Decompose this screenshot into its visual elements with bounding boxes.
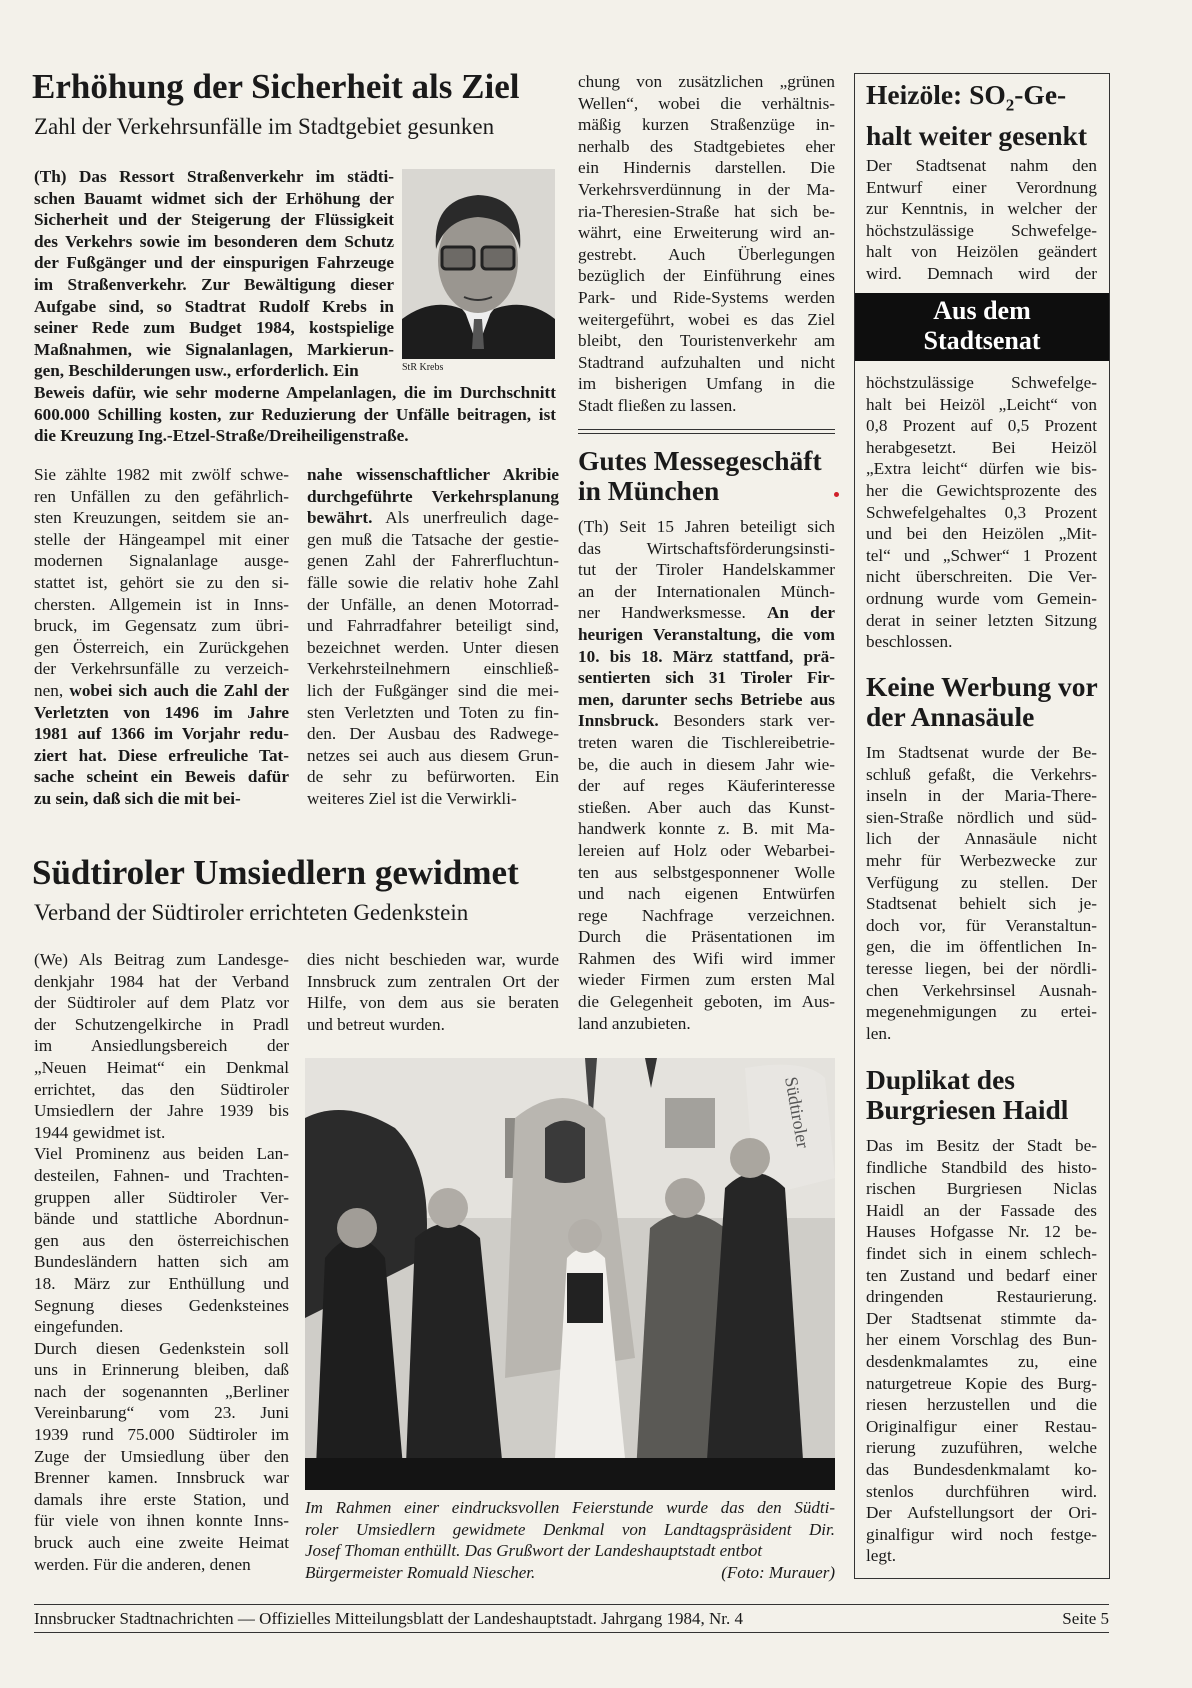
text-line: teresse liegen, bei der nördli- [866, 958, 1097, 978]
caption-text-end: Bürgermeister Romuald Niescher. [305, 1562, 536, 1582]
article-title-memorial: Südtiroler Umsiedlern gewidmet [32, 853, 519, 892]
text-line: inseln in der Maria-There- [866, 786, 1097, 806]
text-line: sien-Straße nördlich und süd- [866, 807, 1097, 827]
text-segment: bewährt. [307, 508, 373, 528]
text-line: 1939 rund 75.000 Südtiroler im [34, 1425, 289, 1445]
text-line: „Neuen Heimat“ ein Denkmal [34, 1057, 289, 1077]
article-column-1 [34, 464, 289, 810]
article-lead [34, 166, 394, 382]
text-line: Durch die Präsentationen im [578, 927, 835, 947]
footer-rule-bottom [34, 1632, 1109, 1633]
text-line: ten Zustand und bedarf einer [866, 1265, 1097, 1285]
text-line: (Th) Seit 15 Jahren beteiligt sich [578, 517, 835, 536]
text-line: der auf reges Käuferinteresse [578, 776, 835, 796]
text-line: des Verkehrs sowie im besonderen dem Schutz [34, 231, 394, 251]
sidebar-title-duplikat: Duplikat des Burgriesen Haidl [866, 1064, 1069, 1125]
text-line: stelle der Hängeampel mit einer [34, 529, 289, 549]
title-subscript: 2 [1005, 95, 1015, 115]
text-line: Verfügung zu stellen. Der [866, 872, 1097, 892]
text-line: im Straßenverkehr. Zur Bewältigung dieser [34, 274, 394, 294]
title-line: Gutes Messegeschäft [578, 445, 822, 476]
text-line: handwerk konnte z. B. mit Ma- [578, 819, 835, 839]
text-line: Das im Besitz der Stadt be- [866, 1136, 1097, 1155]
text-line: die Gelegenheit geboten, im Aus- [578, 992, 835, 1012]
text-line: gen, die im öffentlichen In- [866, 937, 1097, 957]
text-line: rischen Burgriesen Niclas [866, 1179, 1097, 1199]
caption-last-line [305, 1562, 835, 1584]
werbung-body [866, 742, 1097, 1044]
text-line: (Th) Das Ressort Straßenverkehr im städti- [34, 167, 394, 186]
text-line: und betreut wurden. [307, 1014, 445, 1034]
text-line: 1944 gewidmet ist. [34, 1122, 166, 1142]
text-segment: men, darunter sechs Betriebe aus [578, 689, 835, 709]
text-line: für viele von ihnen konnte Inns- [34, 1511, 289, 1531]
text-line: gestrebt. Auch Überlegungen [578, 244, 835, 264]
text-line: land anzubieten. [578, 1013, 691, 1033]
text-line: damals ihre erste Station, und [34, 1489, 289, 1509]
text-line: Sicherheit und der Steigerung der Flüssigkeit [34, 210, 394, 230]
text-line [578, 667, 835, 689]
text-line [578, 646, 835, 668]
banner-text: Stadtsenat [923, 326, 1041, 355]
text-line [34, 723, 289, 745]
text-line: an der Internationalen Münch- [578, 581, 835, 601]
double-rule-bottom [578, 433, 835, 434]
text-line: errichtet, das den Südtiroler [34, 1079, 289, 1099]
text-line: sten Kreuzungen, seitdem sie an- [34, 508, 289, 528]
text-line: den. Der Ausbau des Radwege- [307, 724, 559, 744]
title-line: in München [578, 475, 720, 506]
portrait-photo [402, 169, 555, 359]
text-line: gen Österreich, ein Zurückgehen [34, 637, 289, 657]
article-column-3 [578, 71, 835, 417]
text-line: 0,8 Prozent auf 0,5 Prozent [866, 416, 1097, 436]
text-line: Aufgabe sind, so Stadtrat Rudolf Krebs in [34, 296, 394, 316]
text-line: Viel Prominenz aus beiden Lan- [34, 1144, 289, 1164]
text-line: gen muß die Tatsache der gestie- [307, 529, 559, 549]
text-line: nach der sogenannten „Berliner [34, 1381, 289, 1401]
text-line: Der Aufstellungsort der Ori- [866, 1503, 1097, 1523]
text-line: Rahmen des Wifi wird immer [578, 948, 835, 968]
text-line: chung von zusätzlichen „grünen [578, 72, 835, 91]
article-title-fair [578, 446, 822, 506]
title-text: Heizöle: SO [866, 79, 1006, 110]
text-line: Bundesländern hatten sich am [34, 1252, 289, 1272]
text-line: modernen Signalanlage ausge- [34, 551, 289, 571]
text-line [307, 486, 559, 508]
text-segment: sentierten sich 31 Tiroler Fir- [578, 668, 835, 688]
text-line [578, 602, 835, 624]
text-line: treten waren die Tischlereibetrie- [578, 732, 835, 752]
article-subtitle-traffic: Zahl der Verkehrsunfälle im Stadtgebiet gesunken [34, 114, 495, 139]
text-line: mehr für Werbezwecke zur [866, 850, 1097, 870]
photo-credit: (Foto: Murauer) [721, 1562, 835, 1582]
text-line: Josef Thoman enthüllt. Das Grußwort der Landeshauptstadt entbot [305, 1541, 763, 1561]
text-line: lich der Fußgänger sind die mei- [307, 680, 559, 700]
text-line: Segnung dieses Gedenksteines [34, 1295, 289, 1315]
sidebar-title-heizoele [866, 80, 1087, 151]
text-segment: zu sein, daß sich die mit bei- [34, 788, 241, 808]
text-segment: 1981 auf 1366 im Vorjahr redu- [34, 724, 289, 744]
text-line: Der Stadtsenat stimmte da- [866, 1308, 1097, 1328]
text-line: bezeichnet werden. Unter diesen [307, 637, 559, 657]
text-line: der Schutzengelkirche in Pradl [34, 1014, 289, 1034]
text-line: Im Stadtsenat wurde der Be- [866, 743, 1097, 762]
text-line: nerhalb des Stadtgebietes eher [578, 136, 835, 156]
text-line: weiteres Ziel ist die Verwirkli- [307, 788, 517, 808]
text-line: höchstzulässige Schwefelge- [866, 220, 1097, 240]
text-line: chen Verkehrsinsel Ausnah- [866, 980, 1097, 1000]
text-line: Maßnahmen, wie Signalanlagen, Markierun- [34, 339, 394, 359]
text-line: 18. März zur Enthüllung und [34, 1273, 289, 1293]
text-segment: nahe wissenschaftlicher Akribie [307, 465, 559, 484]
article-title-traffic: Erhöhung der Sicherheit als Ziel [32, 67, 520, 106]
memorial-column-1 [34, 949, 289, 1575]
text-line: rege Nachfrage verzeichnen. [578, 905, 835, 925]
text-line: und Fahrradfahrer beteiligt sind, [307, 616, 559, 636]
text-line: Verkehrsteilnehmern einschließ- [307, 659, 559, 679]
text-line: höchstzulässige Schwefelge- [866, 373, 1097, 392]
text-segment: sache scheint ein Beweis dafür [34, 767, 289, 787]
text-segment: ner Handwerksmesse. [578, 603, 767, 623]
caption-text [305, 1497, 835, 1562]
text-line: und bei den Heizölen „Mit- [866, 524, 1097, 544]
text-line: gen, Beschilderungen usw., erforderlich. Ein [34, 361, 359, 381]
text-segment: ziert hat. Diese erfreuliche Tat- [34, 745, 289, 765]
text-line: Der Stadtsenat nahm den [866, 156, 1097, 175]
text-line: im bisherigen Umfang in die [578, 374, 835, 394]
banner-text: Aus dem [933, 296, 1031, 325]
heizoele-body-1 [866, 155, 1097, 285]
text-segment: An der [766, 603, 835, 623]
text-line: „Extra leicht“ dürfen wie bis- [866, 459, 1097, 479]
duplikat-body [866, 1135, 1097, 1567]
text-line: halt bei Heizöl „Leicht“ von [866, 394, 1097, 414]
text-line: derat in seiner letzten Sitzung [866, 610, 1097, 630]
text-line: das Wirtschaftsförderungsinsti- [578, 538, 835, 558]
text-line: megenehmigungen zu ertei- [866, 1002, 1097, 1022]
text-line: und nach eigenen Entwürfen [578, 884, 835, 904]
text-line: ordnung wurde vom Gemein- [866, 588, 1097, 608]
text-line: be, die auch in diesem Jahr wie- [578, 754, 835, 774]
text-line: denkjahr 1984 hat der Verband [34, 971, 289, 991]
text-segment: Besonders stark ver- [658, 711, 835, 731]
text-line: der Südtiroler auf dem Platz vor [34, 993, 289, 1013]
text-line: bruck auch eine zweite Heimat [34, 1533, 289, 1553]
text-line: gruppen aller Südtiroler Ver- [34, 1187, 289, 1207]
text-line: schen Bauamt widmet sich der Erhöhung der [34, 188, 394, 208]
text-line: wieder Firmen zum ersten Mal [578, 970, 835, 990]
footer [34, 1608, 1109, 1630]
text-line: Sie zählte 1982 mit zwölf schwe- [34, 465, 289, 484]
double-rule-top [578, 429, 835, 430]
text-line: legt. [866, 1546, 897, 1566]
text-line: dringenden Restaurierung. [866, 1287, 1097, 1307]
text-segment: durchgeführte Verkehrsplanung [307, 486, 559, 506]
text-line: doch vor, für Veranstaltun- [866, 915, 1097, 935]
article-column-2 [307, 464, 559, 810]
article-subtitle-memorial: Verband der Südtiroler errichteten Gedenkstein [34, 900, 469, 925]
text-line: mäßig kurzen Straßenzüge in- [578, 115, 835, 135]
text-line: Stadtsenat behielt sich je- [866, 894, 1097, 914]
text-line [34, 680, 289, 702]
article-lead-continued [34, 382, 556, 447]
text-line: (We) Als Beitrag zum Landesge- [34, 950, 289, 969]
text-line: tut der Tiroler Handelskammer [578, 560, 835, 580]
text-line: Brenner kamen. Innsbruck war [34, 1468, 289, 1488]
heizoele-body-2 [866, 372, 1097, 653]
text-line: weitergeführt, wobei es das Ziel [578, 309, 835, 329]
text-line: 600.000 Schilling kosten, zur Reduzierung der Unfälle beitragen, ist [34, 404, 556, 424]
text-line [578, 689, 835, 711]
text-line: desdenkmalamtes zu, eine [866, 1351, 1097, 1371]
title-text: halt weiter gesenkt [866, 119, 1087, 151]
text-line: Park- und Ride-Systems werden [578, 287, 835, 307]
text-segment: 10. bis 18. März stattfand, prä- [578, 646, 835, 666]
text-line: der Verkehrsunfälle zu verzeich- [34, 659, 289, 679]
text-line: werden. Für die anderen, denen [34, 1554, 251, 1574]
text-line: chersten. Allgemein ist in Inns- [34, 594, 289, 614]
text-line: len. [866, 1023, 892, 1043]
text-line: Im Rahmen einer eindrucksvollen Feierstunde wurde das den Südti- [305, 1498, 835, 1517]
text-line: rierung zuzuführen, welche [866, 1438, 1097, 1458]
text-line: bleibt, den Touristenverkehr am [578, 331, 835, 351]
text-line: die Kreuzung Ing.-Etzel-Straße/Dreiheiligenstraße. [34, 426, 409, 446]
text-line: lereien auf Holz oder Webarbei- [578, 840, 835, 860]
article-body-fair [578, 516, 835, 1034]
text-line: gen aus den österreichischen [34, 1230, 289, 1250]
text-line: bruck, im Gegensatz zum übri- [34, 616, 289, 636]
text-line: seiner Rede zum Budget 1984, kostspielige [34, 318, 394, 338]
text-line: stenlos durchführen wird. [866, 1481, 1097, 1501]
text-line: Beweis dafür, wie sehr moderne Ampelanlagen, die im Durchschnitt [34, 383, 556, 402]
text-line: lich der Annasäule nicht [866, 829, 1097, 849]
footer-rule-top [34, 1604, 1109, 1605]
text-line: findet sich in einem schlech- [866, 1243, 1097, 1263]
text-line [34, 766, 289, 788]
text-line: genen Zahl der Fahrerfluchtun- [307, 551, 559, 571]
text-line: Hilfe, von dem aus sie beraten [307, 993, 559, 1013]
text-line: währt, eine Erweiterung wird an- [578, 223, 835, 243]
text-line: sten Verletzten und Toten zu fin- [307, 702, 559, 722]
text-line: herabgesetzt. Bei Heizöl [866, 437, 1097, 457]
text-line: ein Hindernis darstellen. Die [578, 158, 835, 178]
text-line: Zuge der Umsiedlung über den [34, 1446, 289, 1466]
text-line: Wellen“, wobei die verhältnis- [578, 93, 835, 113]
text-line: de sehr zu befürworten. Ein [307, 767, 559, 787]
text-segment: Verletzten von 1496 im Jahre [34, 702, 289, 722]
footer-publication: Innsbrucker Stadtnachrichten — Offizielles Mitteilungsblatt der Landeshauptstadt. Jahrgang 1984, Nr. 4 [34, 1609, 743, 1628]
text-line: Hauses Hofgasse Nr. 12 be- [866, 1222, 1097, 1242]
text-segment: wobei sich auch die Zahl der [69, 680, 289, 700]
red-mark [834, 492, 839, 497]
text-line: uns in Erinnerung bleiben, daß [34, 1360, 289, 1380]
text-line [307, 507, 559, 529]
text-line: tel“ und „Schwer“ 1 Prozent [866, 545, 1097, 565]
text-line: netzes sei auch aus diesem Grun- [307, 745, 559, 765]
text-line: stattet ist, gehört sie zu den si- [34, 572, 289, 592]
page-number: Seite 5 [1062, 1609, 1109, 1628]
text-line: halt von Heizölen geändert [866, 242, 1097, 262]
text-line: dies nicht beschieden war, wurde [307, 950, 559, 969]
text-line: zur Kenntnis, in welcher der [866, 199, 1097, 219]
text-segment: Als unerfreulich dage- [372, 508, 559, 528]
text-line: Stadtrand aufzuhalten und nicht [578, 352, 835, 372]
text-line: Stadt fließen zu lassen. [578, 395, 737, 415]
text-line: eingefunden. [34, 1317, 124, 1337]
text-line [34, 702, 289, 724]
text-line [34, 745, 289, 767]
text-line: her die Gewichtsprozente des [866, 480, 1097, 500]
text-line: her einem Vorschlag des Bun- [866, 1330, 1097, 1350]
text-line: bände und stattliche Abordnun- [34, 1209, 289, 1229]
text-line: beschlossen. [866, 632, 953, 652]
text-line: schluß gefaßt, die Verkehrs- [866, 764, 1097, 784]
text-line [34, 788, 289, 810]
text-line: ren Unfällen zu den gefährlich- [34, 486, 289, 506]
text-line: bezüglich der Einführung eines [578, 266, 835, 286]
text-line: Durch diesen Gedenkstein soll [34, 1338, 289, 1358]
title-text: -Ge- [1014, 79, 1067, 110]
text-segment: nen, [34, 680, 70, 700]
portrait-caption: StR Krebs [402, 362, 444, 373]
text-line: Haidl an der Fassade des [866, 1200, 1097, 1220]
memorial-photo [305, 1058, 835, 1490]
text-line: Innsbruck zum zentralen Ort der [307, 971, 559, 991]
text-line: Entwurf einer Verordnung [866, 177, 1097, 197]
text-line: Schwefelgehaltes 0,3 Prozent [866, 502, 1097, 522]
text-line: Verkehrsverdünnung in der Ma- [578, 179, 835, 199]
text-line: desteilen, Fahnen- und Trachten- [34, 1165, 289, 1185]
banner-lettering: Südtiroler [781, 1075, 814, 1150]
text-line: Umsiedlern der Jahre 1939 bis [34, 1101, 289, 1121]
text-segment: Innsbruck. [578, 711, 659, 731]
text-line [578, 710, 835, 732]
text-line: im Ansiedlungsbereich der [34, 1036, 289, 1056]
text-line: der Fußgänger und der einspurigen Fahrzeuge [34, 253, 394, 273]
text-line: ten aus selbstgesponnener Wolle [578, 862, 835, 882]
memorial-column-2 [307, 949, 559, 1035]
text-line: naturgetreue Kopie des Burg- [866, 1373, 1097, 1393]
text-segment: heurigen Veranstaltung, die vom [578, 624, 835, 644]
text-line: ria-Theresien-Straße hat sich be- [578, 201, 835, 221]
text-line: der Unfälle, an denen Motorrad- [307, 594, 559, 614]
text-line: das Bundesdenkmalamt ko- [866, 1459, 1097, 1479]
text-line: roler Umsiedlern gewidmete Denkmal von Landtagspräsident Dir. [305, 1519, 835, 1539]
text-line: Vereinbarung“ vom 23. Juni [34, 1403, 289, 1423]
text-line: ginalfigur wird noch festge- [866, 1524, 1097, 1544]
sidebar-title-werbung: Keine Werbung vor der Annasäule [866, 671, 1098, 732]
section-banner [855, 293, 1109, 361]
text-line: riesen herzustellen und die [866, 1395, 1097, 1415]
text-line: fälle sowie die relativ hohe Zahl [307, 572, 559, 592]
text-line: findliche Standbild des histo- [866, 1157, 1097, 1177]
text-line: Originalfigur einer Restau- [866, 1416, 1097, 1436]
text-line: stießen. Aber auch das Kunst- [578, 797, 835, 817]
text-line [578, 624, 835, 646]
text-line: nicht überschreiten. Die Ver- [866, 567, 1097, 587]
photo-caption [305, 1497, 835, 1583]
text-line [307, 464, 559, 486]
text-line: wird. Demnach wird der [866, 263, 1097, 283]
